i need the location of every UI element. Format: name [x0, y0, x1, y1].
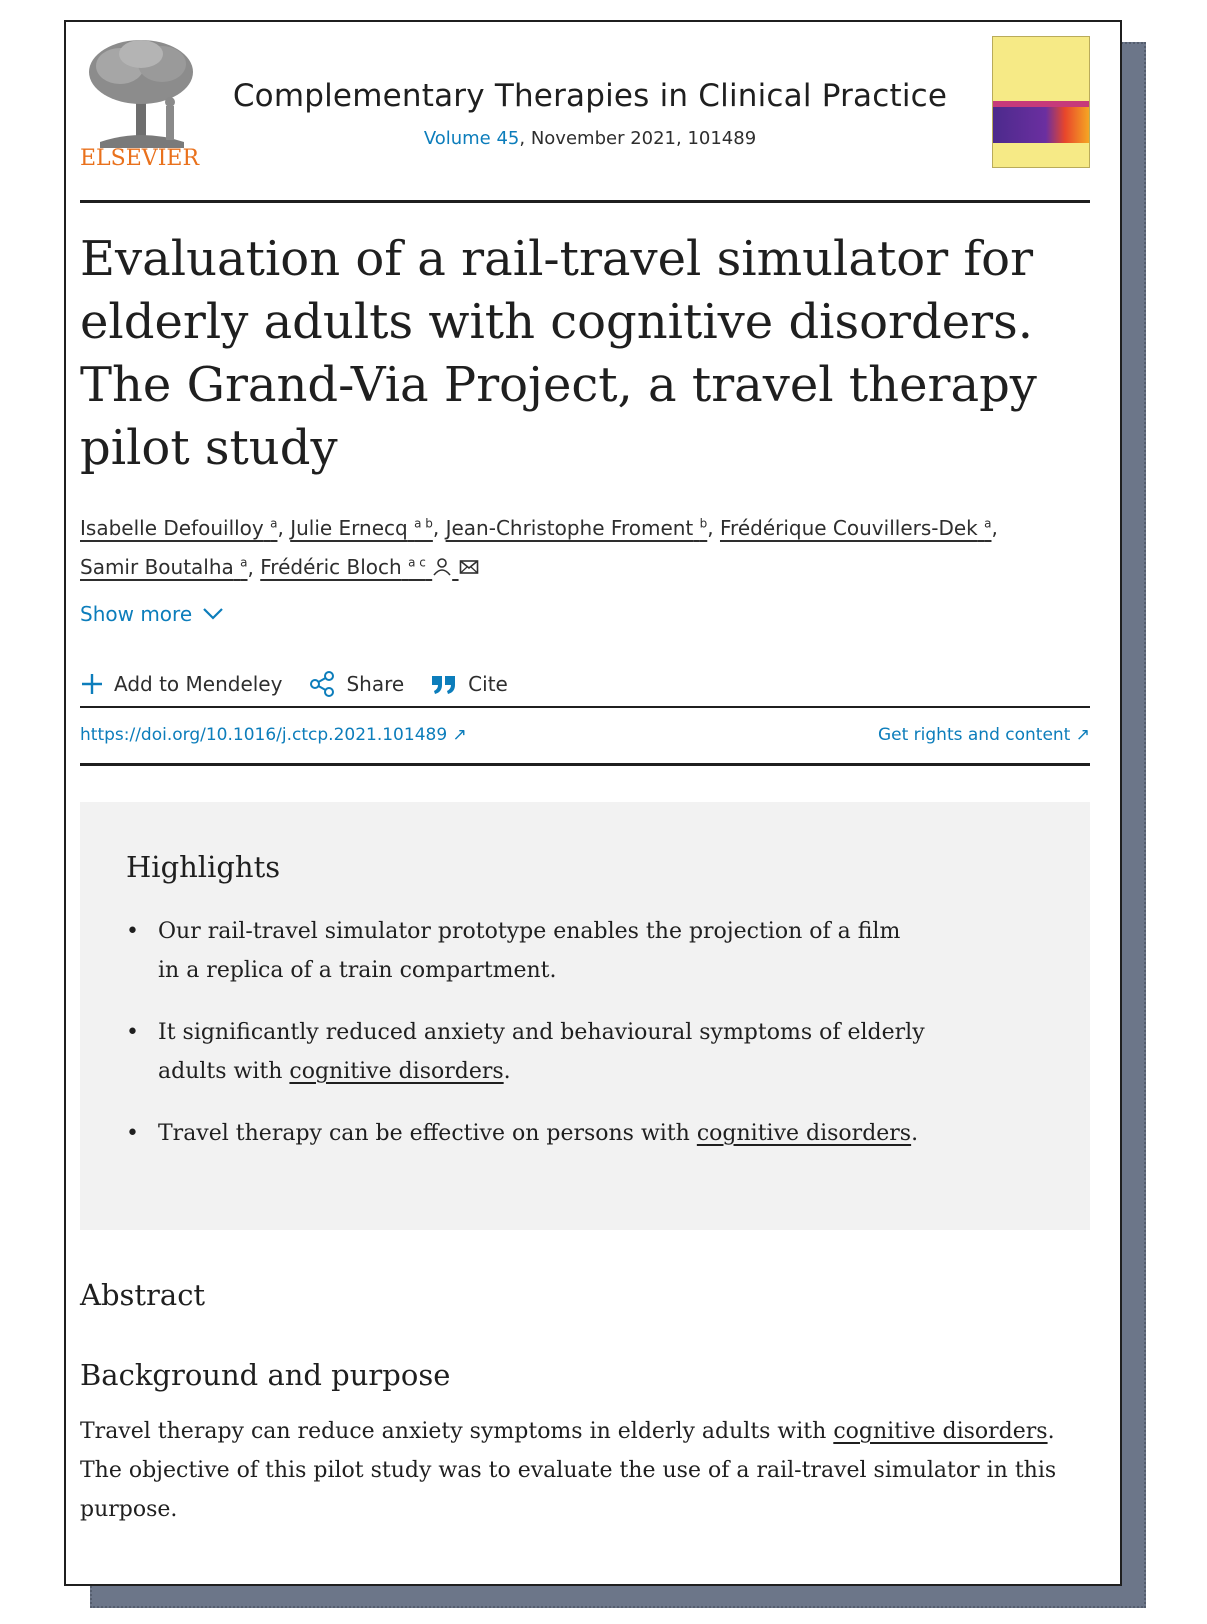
- show-more-button[interactable]: [80, 602, 224, 626]
- background-heading: Background and purpose: [80, 1358, 451, 1392]
- highlight-item: [126, 912, 926, 990]
- share-icon: [308, 670, 336, 698]
- author-name: Frédéric Bloch: [260, 555, 402, 580]
- article-page: [64, 20, 1122, 1586]
- author-link[interactable]: [446, 516, 708, 540]
- journal-cover-thumbnail[interactable]: [992, 36, 1090, 168]
- highlights-panel: [80, 802, 1090, 1230]
- author-separator: ,: [432, 515, 446, 540]
- author-list: [80, 506, 1090, 585]
- article-toolbar: [80, 662, 1090, 706]
- topic-link[interactable]: cognitive disorders: [833, 1419, 1048, 1444]
- share-label: Share: [346, 672, 405, 696]
- volume-link[interactable]: Volume 45: [423, 128, 520, 149]
- paragraph-text: . The objective of this pilot study was to evaluate the use of a rail-travel simulator in this purpose.: [80, 1419, 1057, 1522]
- journal-header: [80, 22, 1090, 203]
- author-link[interactable]: [260, 555, 478, 579]
- topic-link[interactable]: cognitive disorders: [289, 1059, 504, 1084]
- author-separator: ,: [991, 515, 998, 540]
- author-link[interactable]: [80, 516, 277, 540]
- cover-band: [993, 107, 1089, 143]
- highlight-item: [126, 1114, 926, 1153]
- elsevier-wordmark: ELSEVIER: [80, 146, 200, 171]
- author-name: Julie Ernecq: [290, 515, 408, 540]
- chevron-down-icon: [202, 607, 224, 621]
- cite-label: Cite: [468, 672, 508, 696]
- person-icon: [432, 558, 452, 576]
- rights-link[interactable]: Get rights and content ↗: [877, 725, 1090, 745]
- author-link[interactable]: [290, 516, 433, 540]
- highlight-item: [126, 1013, 926, 1091]
- issue-details: , November 2021, 101489: [519, 128, 757, 149]
- plus-icon: [80, 672, 104, 696]
- author-separator: ,: [247, 555, 261, 580]
- email-icon: [459, 558, 479, 576]
- author-affiliation: a c: [408, 555, 426, 570]
- author-name: Samir Boutalha: [80, 555, 234, 580]
- author-separator: ,: [707, 515, 720, 540]
- author-affiliation: a b: [414, 516, 433, 530]
- highlight-text: Travel therapy can be effective on persons with: [158, 1121, 697, 1146]
- journal-issue-info: [220, 128, 960, 149]
- doi-link[interactable]: https://doi.org/10.1016/j.ctcp.2021.101489 ↗: [80, 725, 467, 745]
- author-name: Frédérique Couvillers-Dek: [719, 515, 978, 540]
- topic-link[interactable]: cognitive disorders: [696, 1121, 912, 1146]
- show-more-label: Show more: [80, 602, 193, 626]
- author-affiliation: a: [984, 516, 992, 530]
- journal-name[interactable]: Complementary Therapies in Clinical Practice: [232, 78, 948, 114]
- share-button[interactable]: [308, 670, 404, 698]
- author-affiliation: a: [270, 516, 278, 530]
- author-link[interactable]: [720, 516, 992, 540]
- author-link[interactable]: [80, 555, 248, 579]
- author-name: Isabelle Defouilloy: [80, 515, 264, 540]
- author-affiliation: b: [699, 516, 708, 530]
- mendeley-label: Add to Mendeley: [114, 672, 283, 696]
- author-name: Jean-Christophe Froment: [445, 515, 694, 540]
- author-affiliation: a: [240, 555, 248, 570]
- highlight-punct: .: [911, 1121, 919, 1146]
- paragraph-text: Travel therapy can reduce anxiety symptoms in elderly adults with: [80, 1419, 834, 1444]
- abstract-heading: Abstract: [80, 1278, 206, 1312]
- quote-icon: [430, 672, 458, 696]
- highlights-list: [126, 912, 926, 1176]
- highlight-text: It significantly reduced anxiety and behavioural symptoms of elderly adults with: [158, 1020, 925, 1084]
- doi-bar: [80, 706, 1090, 766]
- article-content: [80, 22, 1090, 1522]
- cite-button[interactable]: [430, 672, 508, 696]
- highlight-text: Our rail-travel simulator prototype enables the projection of a film in a replica of a train compartment.: [158, 919, 901, 983]
- author-separator: ,: [277, 515, 291, 540]
- article-title: Evaluation of a rail-travel simulator for elderly adults with cognitive disorders. The Grand-Via Project, a travel therapy pilot study: [80, 231, 1037, 476]
- add-to-mendeley-button[interactable]: [80, 672, 282, 696]
- highlights-heading: Highlights: [126, 850, 281, 884]
- highlight-punct: .: [503, 1059, 511, 1084]
- background-paragraph: [80, 1412, 1070, 1529]
